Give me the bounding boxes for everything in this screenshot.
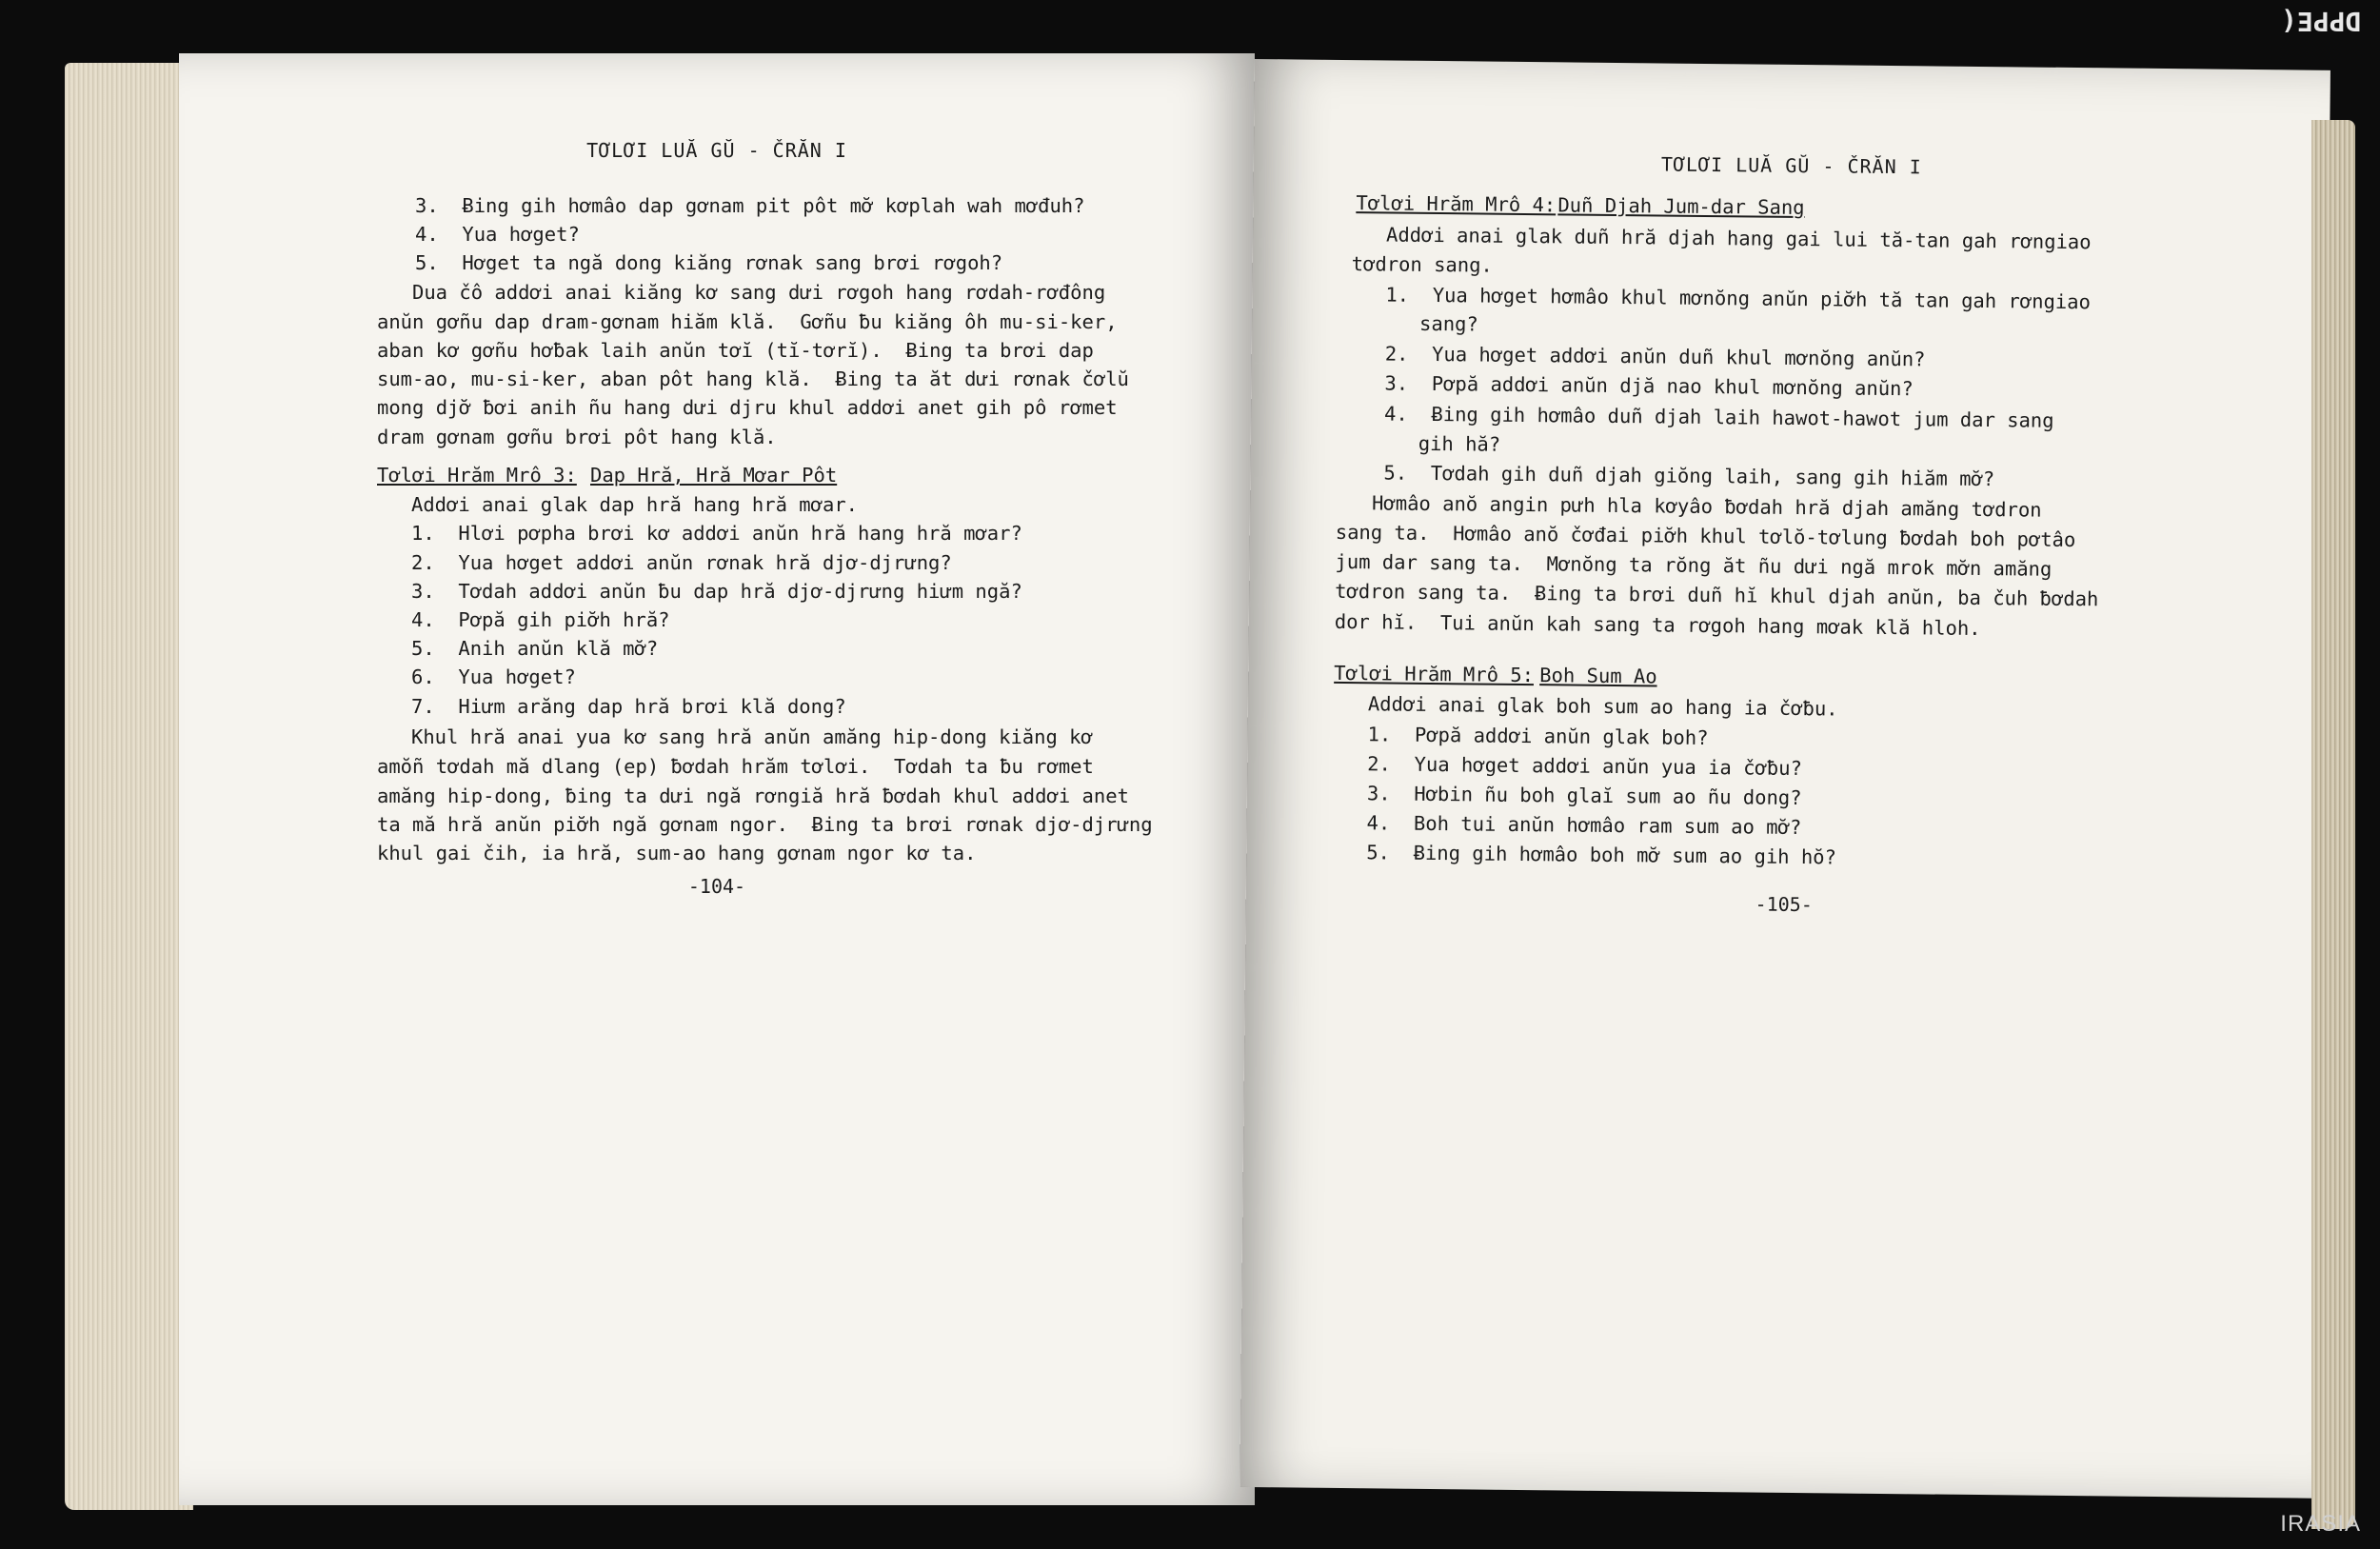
left-line: khul gai čih, ia hră, sum-ao hang gơnam ngor kơ ta. bbox=[377, 842, 977, 864]
right-question: 2. Yua hơget addơi anŭn yua ia čơƀu? bbox=[1367, 752, 1803, 781]
book-spread bbox=[27, 25, 2357, 1491]
right-line: Addơi anai glak boh sum ao hang ia čơƀu. bbox=[1367, 692, 1838, 721]
lesson-5-label: Tơlơi Hrăm Mrô 5: bbox=[1334, 661, 1535, 687]
left-line: amăng hip-dong, ƀing ta dưi ngă rơngiă hră ƀơdah khul addơi anet bbox=[377, 784, 1129, 807]
left-line: ta mă hră anŭn piơ̆h ngă gơnam ngor. Ƀing ta brơi rơnak djơ-djrưng bbox=[377, 813, 1153, 836]
lesson-3-label: Tơlơi Hrăm Mrô 3: bbox=[377, 464, 577, 487]
left-page bbox=[179, 53, 1255, 1505]
left-line: 5. Hơget ta ngă dong kiăng rơnak sang brơi rơgoh? bbox=[415, 251, 1003, 274]
left-question: 5. Anih anŭn klă mơ̆? bbox=[411, 637, 659, 660]
watermark: IRASIA bbox=[2280, 1511, 2361, 1537]
right-question: 4. Ƀing gih hơmâo duñ djah laih hawot-hawot jum dar sang bbox=[1383, 402, 2054, 432]
right-line: gih hă? bbox=[1418, 431, 1501, 456]
left-question: 2. Yua hơget addơi anŭn rơnak hră djơ-djrưng? bbox=[411, 551, 952, 574]
lesson-4-title: Duñ Djah Jum-dar Sang bbox=[1557, 193, 1805, 220]
left-line: sum-ao, mu-si-ker, aban pôt hang klă. Ƀing ta ăt dưi rơnak čơlŭ bbox=[377, 367, 1129, 390]
right-line: Addơi anai glak duñ hră djah hang gai lui tă-tan gah rơngiao bbox=[1385, 223, 2092, 254]
left-line: amŏñ tơdah mă dlang (ep) ƀơdah hrăm tơlơi. Tơdah ta ƀu rơmet bbox=[377, 755, 1094, 778]
right-page bbox=[1240, 59, 2330, 1499]
left-line: dram gơnam gơñu brơi pôt hang klă. bbox=[377, 426, 777, 448]
left-question: 4. Pơpă gih piơ̆h hră? bbox=[411, 608, 670, 631]
lesson-3-title: Dap Hră, Hră Mơar Pôt bbox=[590, 464, 838, 487]
left-line: 4. Yua hơget? bbox=[415, 223, 580, 246]
right-running-header: TƠLƠI LUĂ GŬ - ČRĂN I bbox=[1660, 152, 1922, 179]
left-line: mong djơ̆ ƀơi anih ñu hang dưi djru khul addơi anet gih pô rơmet bbox=[377, 396, 1118, 419]
right-question: 1. Yua hơget hơmâo khul mơnŏng anŭn piơ̆h tă tan gah rơngiao bbox=[1385, 283, 2092, 314]
right-line: jum dar sang ta. Mơnŏng ta rŏng ăt ñu dưi ngă mrok mơ̆n amăng bbox=[1335, 549, 2053, 581]
page-top-mark: DPPE( bbox=[2280, 6, 2361, 37]
right-question: 2. Yua hơget addơi anŭn duñ khul mơnŏng anŭn? bbox=[1384, 342, 1926, 371]
right-question: 3. Pơpă addơi anŭn djă nao khul mơnŏng anŭn? bbox=[1384, 371, 1914, 401]
left-line: 3. Ƀing gih hơmâo dap gơnam pit pôt mơ̆ kơplah wah mơđuh? bbox=[415, 194, 1085, 217]
right-question: 5. Ƀing gih hơmâo boh mơ̆ sum ao gih hŏ? bbox=[1366, 841, 1837, 869]
right-page-edges bbox=[2311, 120, 2355, 1529]
right-line: tơdron sang. bbox=[1351, 252, 1493, 277]
left-question: 1. Hlơi pơpha brơi kơ addơi anŭn hră hang hră mơar? bbox=[411, 522, 1022, 545]
right-line: tơdron sang ta. Ƀing ta brơi duñ hĭ khul djah anŭn, ba čuh ƀơdah bbox=[1335, 579, 2099, 611]
left-line: Dua čô addơi anai kiăng kơ sang dưi rơgoh hang rơdah-rơđông bbox=[412, 281, 1106, 304]
left-line: anŭn gơñu dap dram-gơnam hiăm klă. Gơñu ƀu kiăng ôh mu-si-ker, bbox=[377, 310, 1118, 333]
lesson-4-label: Tơlơi Hrăm Mrô 4: bbox=[1356, 191, 1557, 217]
right-line: sang? bbox=[1418, 311, 1478, 336]
lesson-5-title: Boh Sum Ao bbox=[1539, 664, 1657, 688]
right-line: Hơmâo anŏ angin pưh hla kơyâo ƀơdah hră djah amăng tơdron bbox=[1371, 491, 2042, 522]
right-page-number: -105- bbox=[1755, 892, 1813, 917]
left-line: aban kơ gơñu hơƀak laih anŭn tơĭ (tĭ-tơrĭ). Ƀing ta brơi dap bbox=[377, 339, 1094, 362]
left-question: 6. Yua hơget? bbox=[411, 665, 576, 688]
right-question: 1. Pơpă addơi anŭn glak boh? bbox=[1367, 723, 1709, 750]
right-question: 5. Tơdah gih duñ djah giŏng laih, sang gih hiăm mơ̆? bbox=[1383, 461, 1995, 491]
left-line: Addơi anai glak dap hră hang hră mơar. bbox=[411, 493, 858, 516]
left-line: Khul hră anai yua kơ sang hră anŭn amăng hip-dong kiăng kơ bbox=[411, 725, 1093, 748]
left-running-header: TƠLƠI LUĂ GŬ - ČRĂN I bbox=[586, 139, 847, 162]
right-line: sang ta. Hơmâo anŏ čơđai piơ̆h khul tơlŏ-tơlung ƀơdah boh pơtâo bbox=[1335, 520, 2076, 552]
left-page-edges bbox=[65, 63, 193, 1510]
left-question: 7. Hiưm arăng dap hră brơi klă dong? bbox=[411, 695, 846, 718]
left-question: 3. Tơdah addơi anŭn ƀu dap hră djơ-djrưng hiưm ngă? bbox=[411, 580, 1022, 603]
right-line: dor hĭ. Tui anŭn kah sang ta rơgoh hang mơak klă hloh. bbox=[1334, 609, 1981, 641]
left-page-number: -104- bbox=[687, 875, 746, 898]
right-question: 4. Boh tui anŭn hơmâo ram sum ao mơ̆? bbox=[1366, 811, 1802, 840]
right-question: 3. Hơbin ñu boh glaĭ sum ao ñu dong? bbox=[1366, 782, 1802, 810]
